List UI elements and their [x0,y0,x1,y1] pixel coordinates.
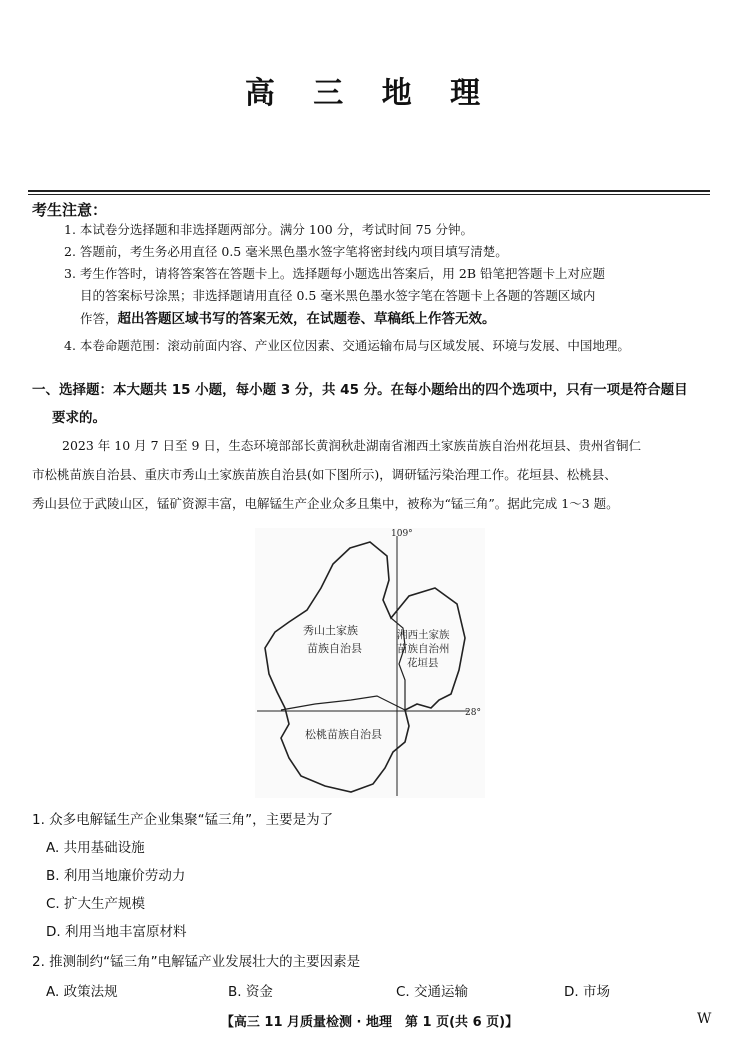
passage-line-2: 市松桃苗族自治县、重庆市秀山土家族苗族自治县(如下图所示)，调研锰污染治理工作。花垣县、松桃县、 [32,467,617,482]
xiangxi-label-1: 湘西土家族 [397,629,450,641]
notice-item-4: 4. 本卷命题范围：滚动前面内容、产业区位因素、交通运输布局与区域发展、环境与发展、中国地理。 [64,338,630,353]
page-title: 高 三 地 理 [244,76,495,111]
notice-item-3: 3. 考生作答时，请将答案答在答题卡上。选择题每小题选出答案后，用 2B 铅笔把答题卡上对应题 [64,266,605,281]
question-1-option-d: D. 利用当地丰富原材料 [46,924,187,940]
question-1-option-a: A. 共用基础设施 [46,840,145,856]
bold-warning: 超出答题区域书写的答案无效，在试题卷、草稿纸上作答无效。 [117,311,496,327]
header-rule [28,190,710,192]
xiushan-label-2: 苗族自治县 [307,642,362,655]
songtao-label: 松桃苗族自治县 [305,728,382,741]
passage-line-1: 2023 年 10 月 7 日至 9 日，生态环境部部长黄润秋赴湖南省湘西土家族苗族自治州花垣县、贵州省铜仁 [62,438,641,453]
question-1-option-c: C. 扩大生产规模 [46,896,146,912]
question-2-option-a: A. 政策法规 [46,984,118,1000]
latitude-label: 28° [465,708,481,718]
county-map [255,528,485,798]
passage-line-3: 秀山县位于武陵山区，锰矿资源丰富，电解锰生产企业众多且集中，被称为“锰三角”。据此完成 1～3 题。 [32,496,619,511]
header-rule-thin [28,194,710,195]
question-2-option-b: B. 资金 [228,984,273,1000]
notice-item-3-end [80,308,496,330]
notice-item-3-tail: 作答， [80,311,118,326]
page-footer: 【高三 11 月质量检测 · 地理 第 1 页(共 6 页)】 [220,1015,519,1030]
xiangxi-label-2: 苗族自治州 [397,643,450,655]
notice-heading: 考生注意： [32,201,108,219]
question-1-stem: 1. 众多电解锰生产企业集聚“锰三角”，主要是为了 [32,812,334,828]
xiushan-label-1: 秀山土家族 [303,624,358,637]
notice-item-3-cont: 目的答案标号涂黑；非选择题请用直径 0.5 毫米黑色墨水签字笔在答题卡上各题的答题区域内 [80,288,596,303]
question-2-option-d: D. 市场 [564,984,610,1000]
notice-item-1: 1. 本试卷分选择题和非选择题两部分。满分 100 分，考试时间 75 分钟。 [64,222,474,237]
footer-mark: W [697,1011,712,1027]
section-heading-cont: 要求的。 [52,410,106,426]
section-heading: 一、选择题：本大题共 15 小题，每小题 3 分，共 45 分。在每小题给出的四个选项中，只有一项是符合题目 [32,382,688,398]
question-2-stem: 2. 推测制约“锰三角”电解锰产业发展壮大的主要因素是 [32,954,361,970]
question-2-option-c: C. 交通运输 [396,984,469,1000]
longitude-label: 109° [391,529,413,539]
question-1-option-b: B. 利用当地廉价劳动力 [46,868,186,884]
notice-item-2: 2. 答题前，考生务必用直径 0.5 毫米黑色墨水签字笔将密封线内项目填写清楚。 [64,244,508,259]
xiangxi-label-3: 花垣县 [407,657,439,669]
